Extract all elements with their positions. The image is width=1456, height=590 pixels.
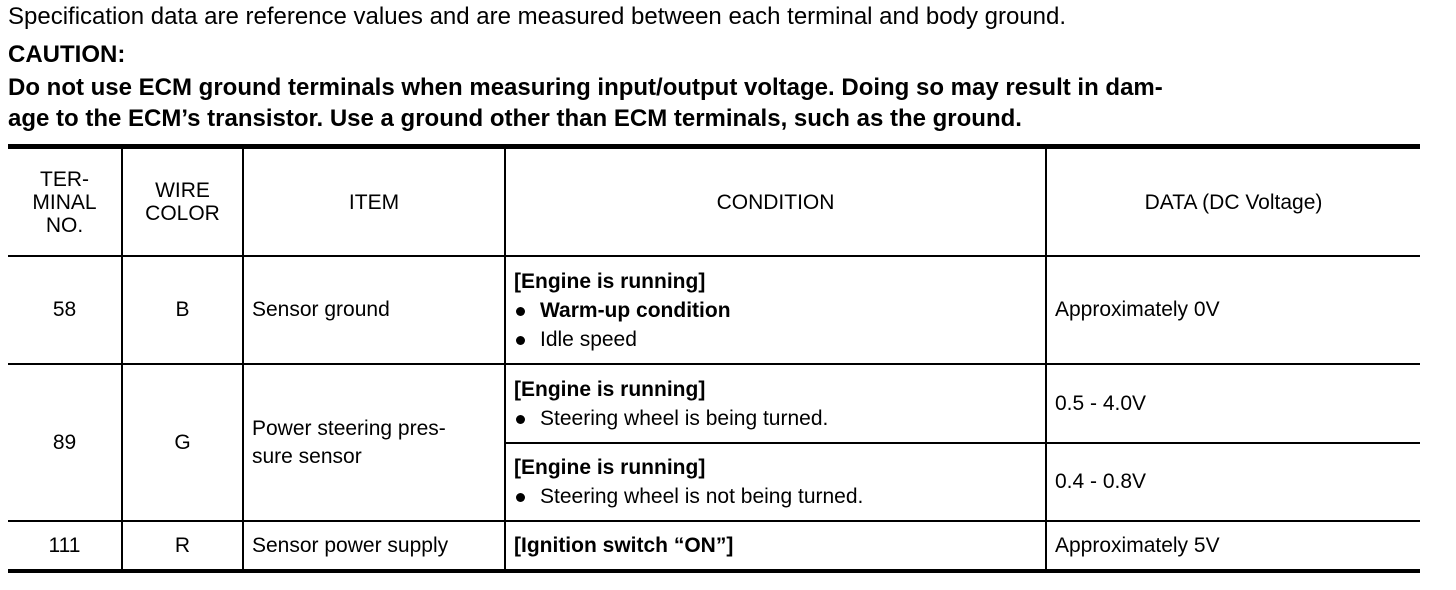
condition-bullet: Steering wheel is not being turned. (514, 482, 1045, 511)
item-cell: Sensor ground (243, 256, 505, 364)
intro-text: Specification data are reference values and are measured between each terminal and body ground. (8, 3, 1067, 30)
caution-line-1: Do not use ECM ground terminals when measuring input/output voltage. Doing so may result in dam- (8, 74, 1163, 101)
condition-bullet: Warm-up condition (514, 296, 1045, 325)
wire-color-cell: G (122, 364, 243, 521)
terminal-no-cell: 111 (8, 521, 122, 571)
data-cell: 0.5 - 4.0V (1046, 364, 1420, 443)
terminal-no-cell: 89 (8, 364, 122, 521)
condition-heading: [Engine is running] (514, 269, 706, 293)
condition-cell (505, 256, 1046, 364)
condition-heading: [Engine is running] (514, 456, 706, 479)
table-row (8, 521, 1420, 571)
header-terminal-no: TER- MINAL NO. (8, 147, 122, 257)
table-header-row (8, 147, 1420, 257)
table-row (8, 364, 1420, 443)
caution-heading: CAUTION: (8, 41, 126, 68)
data-cell: Approximately 5V (1046, 521, 1420, 571)
caution-line-2: age to the ECM’s transistor. Use a ground other than ECM terminals, such as the ground. (8, 105, 1022, 132)
table-row (8, 256, 1420, 364)
condition-cell (505, 364, 1046, 443)
item-cell: Sensor power supply (243, 521, 505, 571)
condition-cell (505, 521, 1046, 571)
condition-bullet: Steering wheel is being turned. (514, 404, 1045, 433)
condition-bullet: Idle speed (514, 325, 1045, 354)
condition-cell (505, 443, 1046, 521)
caution-text (8, 72, 1420, 134)
header-condition: CONDITION (505, 147, 1046, 257)
data-cell: Approximately 0V (1046, 256, 1420, 364)
wire-color-cell: R (122, 521, 243, 571)
condition-heading: [Engine is running] (514, 377, 706, 401)
condition-heading: [Ignition switch “ON”] (514, 534, 734, 557)
header-data: DATA (DC Voltage) (1046, 147, 1420, 257)
header-item: ITEM (243, 147, 505, 257)
terminal-spec-table (8, 144, 1420, 573)
data-cell: 0.4 - 0.8V (1046, 443, 1420, 521)
header-wire-color: WIRE COLOR (122, 147, 243, 257)
terminal-no-cell: 58 (8, 256, 122, 364)
item-cell: Power steering pres- sure sensor (243, 364, 505, 521)
wire-color-cell: B (122, 256, 243, 364)
